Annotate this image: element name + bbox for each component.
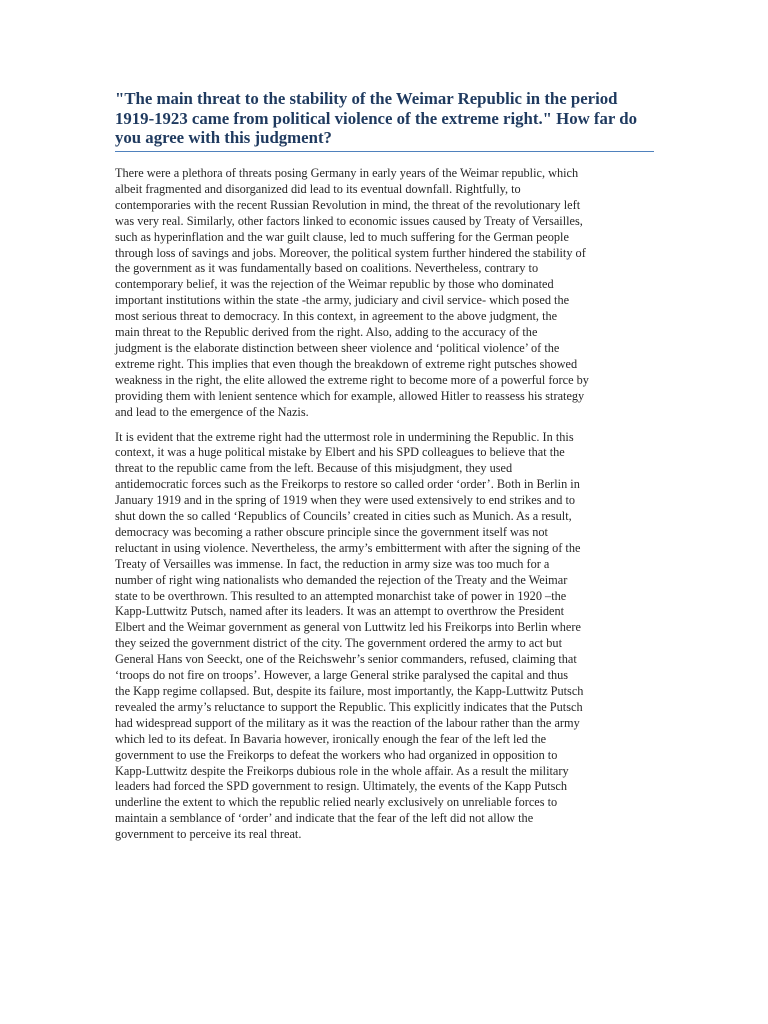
- text-line: revealed the army’s reluctance to support the Republic. This explicitly indicates that the Putsch: [115, 699, 583, 714]
- text-line: There were a plethora of threats posing Germany in early years of the Weimar republic, which: [115, 166, 579, 180]
- text-line: government to perceive its real threat.: [115, 827, 302, 842]
- text-line: main threat to the Republic derived from the right. Also, adding to the accuracy of the: [115, 325, 538, 340]
- text-line: Treaty of Versailles was immense. In fact, the reduction in army size was too much for a: [115, 556, 550, 571]
- text-line: Kapp-Luttwitz despite the Freikorps dubious role in the whole affair. As a result the military: [115, 763, 569, 778]
- text-line: maintain a semblance of ‘order’ and indicate that the fear of the left did not allow the: [115, 811, 534, 826]
- essay-paragraph-1: [115, 166, 663, 421]
- text-line: leaders had forced the SPD government to resign. Ultimately, the events of the Kapp Putsch: [115, 779, 568, 794]
- essay-body: [115, 166, 663, 852]
- text-line: shut down the so called ‘Republics of Councils’ created in cities such as Munich. As a result,: [115, 509, 572, 524]
- text-line: underline the extent to which the republic relied nearly exclusively on unreliable forces to: [115, 795, 558, 810]
- text-line: threat to the republic came from the left. Because of this misjudgment, they used: [115, 461, 513, 476]
- text-line: the government as it was fundamentally based on coalitions. Nevertheless, contrary to: [115, 261, 539, 276]
- text-line: contemporary belief, it was the rejection of the Weimar republic by those who dominated: [115, 277, 554, 292]
- text-line: government to use the Freikorps to defeat the workers who had organized in opposition to: [115, 747, 558, 762]
- text-line: extreme right. This implies that even though the breakdown of extreme right putsches showed: [115, 356, 578, 371]
- text-line: and lead to the emergence of the Nazis.: [115, 404, 309, 419]
- text-line: It is evident that the extreme right had the uttermost role in undermining the Republic. In this: [115, 429, 574, 444]
- essay-title: "The main threat to the stability of the Weimar Republic in the period 1919-1923 came from political violence of the extreme right." How far do you agree with this judgment?: [115, 89, 637, 148]
- text-line: January 1919 and in the spring of 1919 when they were used extensively to end strikes and to: [115, 493, 576, 508]
- title-underline-divider: [115, 151, 654, 152]
- text-line: context, it was a huge political mistake by Elbert and his SPD colleagues to believe that the: [115, 445, 565, 460]
- text-line: the Kapp regime collapsed. But, despite its failure, most importantly, the Kapp-Luttwitz Putsch: [115, 684, 584, 698]
- text-line: they seized the government district of the city. The government ordered the army to act but: [115, 636, 562, 651]
- text-line: contemporaries with the recent Russian Revolution in mind, the threat of the revolutionary left: [115, 197, 581, 212]
- text-line: ‘troops do not fire on troops’. However, a large General strike paralysed the capital and thus: [115, 668, 569, 683]
- text-line: such as hyperinflation and the war guilt clause, led to much suffering for the German people: [115, 229, 569, 244]
- text-line: was very real. Similarly, other factors linked to economic issues caused by Treaty of Versailles,: [115, 213, 583, 228]
- essay-paragraph-2: [115, 430, 663, 844]
- text-line: which led to its defeat. In Bavaria however, ironically enough the fear of the left led the: [115, 731, 547, 746]
- text-line: Elbert and the Weimar government as general von Luttwitz led his Freikorps into Berlin where: [115, 620, 581, 635]
- text-line: antidemocratic forces such as the Freikorps to restore so called order ‘order’. Both in Berlin in: [115, 477, 580, 492]
- text-line: reluctant in using violence. Nevertheless, the army’s embitterment with after the signing of the: [115, 540, 581, 555]
- text-line: had widespread support of the military as it was the reaction of the labour rather than the army: [115, 715, 580, 730]
- text-line: through loss of savings and jobs. Moreover, the political system further hindered the stability of: [115, 245, 586, 260]
- text-line: democracy was becoming a rather obscure principle since the government itself was not: [115, 524, 548, 539]
- text-line: weakness in the right, the elite allowed the extreme right to become more of a powerful force by: [115, 372, 589, 387]
- text-line: important institutions within the state -the army, judiciary and civil service- which posed the: [115, 293, 570, 308]
- text-line: most serious threat to democracy. In this context, in agreement to the above judgment, the: [115, 309, 558, 324]
- text-line: number of right wing nationalists who demanded the rejection of the Treaty and the Weimar: [115, 572, 568, 587]
- text-line: Kapp-Luttwitz Putsch, named after its leaders. It was an attempt to overthrow the President: [115, 604, 565, 619]
- text-line: judgment is the elaborate distinction between sheer violence and ‘political violence’ of the: [115, 340, 560, 355]
- text-line: state to be overthrown. This resulted to an attempted monarchist take of power in 1920 –the: [115, 588, 567, 603]
- text-line: General Hans von Seeckt, one of the Reichswehr’s senior commanders, refused, claiming that: [115, 652, 577, 667]
- text-line: providing them with lenient sentence which for example, allowed Hitler to reassess his strategy: [115, 388, 585, 403]
- text-line: albeit fragmented and disorganized did lead to its eventual downfall. Rightfully, to: [115, 181, 521, 196]
